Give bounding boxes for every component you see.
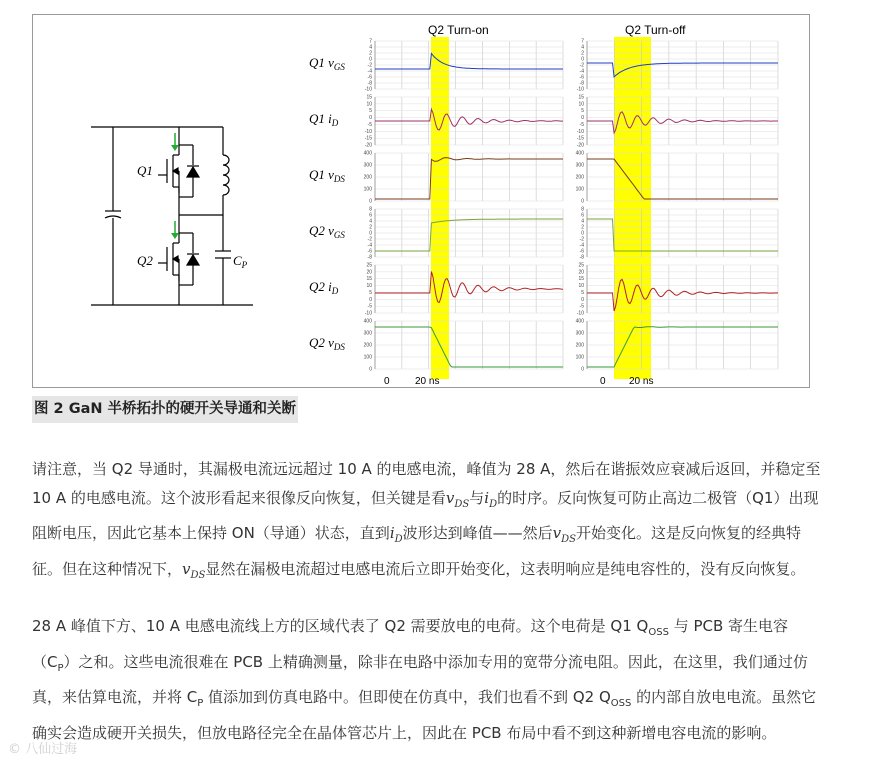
axis-tick: -20 — [364, 142, 372, 149]
axis-tick: 2 — [581, 224, 584, 231]
paragraph-1: 请注意，当 Q2 导通时，其漏极电流远远超过 10 A 的电感电流，峰值为 28 A，然后在谐振效应衰减后返回，并稳定至 10 A 的电感电流。这个波形看起来很像反向恢复，但关键是看$v_{DS}$与$i_D$的时序。反向恢复可防止高边二极管（Q1）出现阻断电压，因此它基本上保持 ON（导通）状态，直到$i_D$波形达到峰值——然后$v_{DS}$开始变化。这是反向恢复的经典特征。但在这种情况下，$v_{DS}$显然在漏极电流超过电感电流后立即开始变化，这表明响应是纯电容性的，没有反向恢复。 — [32, 460, 821, 581]
axis-tick: -2 — [579, 62, 584, 69]
axis-tick: -4 — [579, 242, 584, 249]
axis-tick: 100 — [363, 354, 372, 361]
axis-tick: 5 — [369, 108, 372, 115]
axis-tick: 300 — [575, 162, 584, 169]
axis-tick: 25 — [366, 262, 372, 269]
q1-label: Q1 — [137, 163, 153, 178]
axis-tick: 0 — [369, 230, 372, 237]
axis-tick: 0 — [581, 230, 584, 237]
row-label-5: Q2 $v_{DS}$ — [309, 335, 345, 352]
x-tick-20-right: 20 ns — [629, 376, 654, 387]
waveform-0-0 — [375, 54, 563, 70]
q2-label: Q2 — [137, 253, 153, 268]
cp-label: $C_P$ — [233, 253, 248, 270]
axis-tick: -6 — [367, 74, 372, 81]
axis-tick: -10 — [364, 128, 372, 135]
axis-tick: -4 — [579, 68, 584, 75]
axis-tick: 4 — [369, 44, 372, 51]
axis-tick: 6 — [581, 212, 584, 219]
axis-tick: 400 — [363, 150, 372, 157]
axis-tick: 300 — [363, 330, 372, 337]
axis-tick: -10 — [576, 310, 584, 317]
axis-tick: 7 — [581, 38, 584, 45]
axis-tick: 2 — [369, 224, 372, 231]
axis-tick: 4 — [369, 218, 372, 225]
bulk-cap-plate-bottom — [105, 216, 121, 218]
axis-tick: 400 — [363, 318, 372, 325]
axis-tick: 8 — [369, 206, 372, 213]
row-label-4: Q2 $i_D$ — [309, 279, 339, 296]
waveform-2-0 — [375, 158, 563, 199]
row-label-0: Q1 $v_{GS}$ — [309, 55, 345, 72]
axis-tick: -2 — [579, 236, 584, 243]
axis-tick: 4 — [581, 218, 584, 225]
axis-tick: 200 — [575, 174, 584, 181]
axis-tick: 0 — [369, 115, 372, 122]
inductor-coil — [223, 155, 229, 195]
axis-tick: 20 — [578, 269, 584, 276]
axis-tick: 15 — [578, 276, 584, 283]
axis-tick: 4 — [581, 44, 584, 51]
q2-arrow — [173, 256, 178, 262]
axis-tick: -5 — [579, 303, 584, 310]
axis-tick: 0 — [369, 56, 372, 63]
axis-tick: -2 — [367, 62, 372, 69]
axis-tick: 0 — [581, 366, 584, 373]
axis-tick: 15 — [366, 276, 372, 283]
axis-tick: 200 — [575, 342, 584, 349]
axis-tick: -8 — [579, 80, 584, 87]
axis-tick: 10 — [366, 283, 372, 290]
axis-tick: 0 — [581, 296, 584, 303]
axis-tick: -5 — [367, 303, 372, 310]
axis-tick: -5 — [579, 121, 584, 128]
axis-tick: 100 — [363, 186, 372, 193]
q2-diode — [187, 255, 199, 265]
axis-tick: 200 — [363, 174, 372, 181]
axis-tick: -10 — [364, 310, 372, 317]
axis-tick: -15 — [576, 135, 584, 142]
axis-tick: 0 — [581, 198, 584, 205]
axis-tick: -10 — [364, 86, 372, 93]
axis-tick: 7 — [369, 38, 372, 45]
figure-svg — [33, 15, 811, 389]
axis-tick: 25 — [578, 262, 584, 269]
paragraph-2: 28 A 峰值下方、10 A 电感电流线上方的区域代表了 Q2 需要放电的电荷。这个电荷是 Q1 $Q_{OSS}$ 与 PCB 寄生电容$(C_P)$之和。这些电流很难在 PCB 上精确测量，除非在电路中添加专用的宽带分流电阻。因此，在这里，我们通过仿真，来估算电流，并将 $C_P$ 值添加到仿真电路中。但即使在仿真中，我们也看不到 Q2 $Q_{OSS}$ 的内部自放电电流。虽然它确实会造成硬开关损失，但放电路径完全在晶体管芯片上，因此在 PCB 布局中看不到这种新增电容电流的影响。 — [32, 617, 817, 742]
axis-tick: -6 — [579, 248, 584, 255]
axis-tick: -10 — [576, 86, 584, 93]
turn-on-highlight — [431, 37, 449, 379]
row-label-1: Q1 $i_D$ — [309, 111, 339, 128]
axis-tick: 400 — [575, 318, 584, 325]
waveform-4-0 — [375, 272, 563, 303]
axis-tick: 300 — [575, 330, 584, 337]
q1-diode — [187, 167, 199, 177]
axis-tick: 100 — [575, 186, 584, 193]
axis-tick: -6 — [367, 248, 372, 255]
axis-tick: 0 — [581, 56, 584, 63]
axis-tick: -6 — [579, 74, 584, 81]
axis-tick: 5 — [369, 289, 372, 296]
axis-tick: 10 — [578, 101, 584, 108]
turn-on-title: Q2 Turn-on — [428, 23, 489, 37]
waveform-3-0 — [375, 219, 563, 251]
axis-tick: -20 — [576, 142, 584, 149]
axis-tick: 400 — [575, 150, 584, 157]
q1-arrow — [173, 168, 178, 174]
axis-tick: 2 — [369, 50, 372, 57]
waveform-plots — [309, 37, 778, 379]
axis-tick: 10 — [366, 101, 372, 108]
axis-tick: -4 — [367, 242, 372, 249]
axis-tick: -8 — [579, 254, 584, 261]
axis-tick: 0 — [369, 366, 372, 373]
axis-tick: 5 — [581, 108, 584, 115]
x-tick-0-right: 0 — [600, 376, 606, 387]
axis-tick: 0 — [581, 115, 584, 122]
half-bridge-circuit — [91, 127, 253, 305]
axis-tick: 6 — [369, 212, 372, 219]
turn-off-title: Q2 Turn-off — [625, 23, 686, 37]
axis-tick: 8 — [581, 206, 584, 213]
axis-tick: -4 — [367, 68, 372, 75]
turn-off-highlight — [614, 37, 651, 379]
axis-tick: 2 — [581, 50, 584, 57]
axis-tick: 100 — [575, 354, 584, 361]
axis-tick: -2 — [367, 236, 372, 243]
axis-tick: 15 — [578, 94, 584, 101]
x-tick-0-left: 0 — [384, 376, 390, 387]
axis-tick: 0 — [369, 296, 372, 303]
axis-tick: 300 — [363, 162, 372, 169]
axis-tick: 5 — [581, 289, 584, 296]
figure-caption: 图 2 GaN 半桥拓扑的硬开关导通和关断 — [32, 396, 298, 423]
axis-tick: 200 — [363, 342, 372, 349]
row-label-2: Q1 $v_{DS}$ — [309, 167, 345, 184]
figure-panel — [32, 14, 810, 388]
axis-tick: -5 — [367, 121, 372, 128]
x-tick-20-left: 20 ns — [415, 376, 440, 387]
axis-tick: 0 — [369, 198, 372, 205]
axis-tick: -15 — [364, 135, 372, 142]
axis-tick: 20 — [366, 269, 372, 276]
axis-tick: -10 — [576, 128, 584, 135]
axis-tick: -8 — [367, 80, 372, 87]
axis-tick: 15 — [366, 94, 372, 101]
watermark: © 八仙过海 — [8, 742, 78, 757]
axis-tick: -8 — [367, 254, 372, 261]
row-label-3: Q2 $v_{GS}$ — [309, 223, 345, 240]
axis-tick: 10 — [578, 283, 584, 290]
waveform-1-0 — [375, 109, 563, 130]
